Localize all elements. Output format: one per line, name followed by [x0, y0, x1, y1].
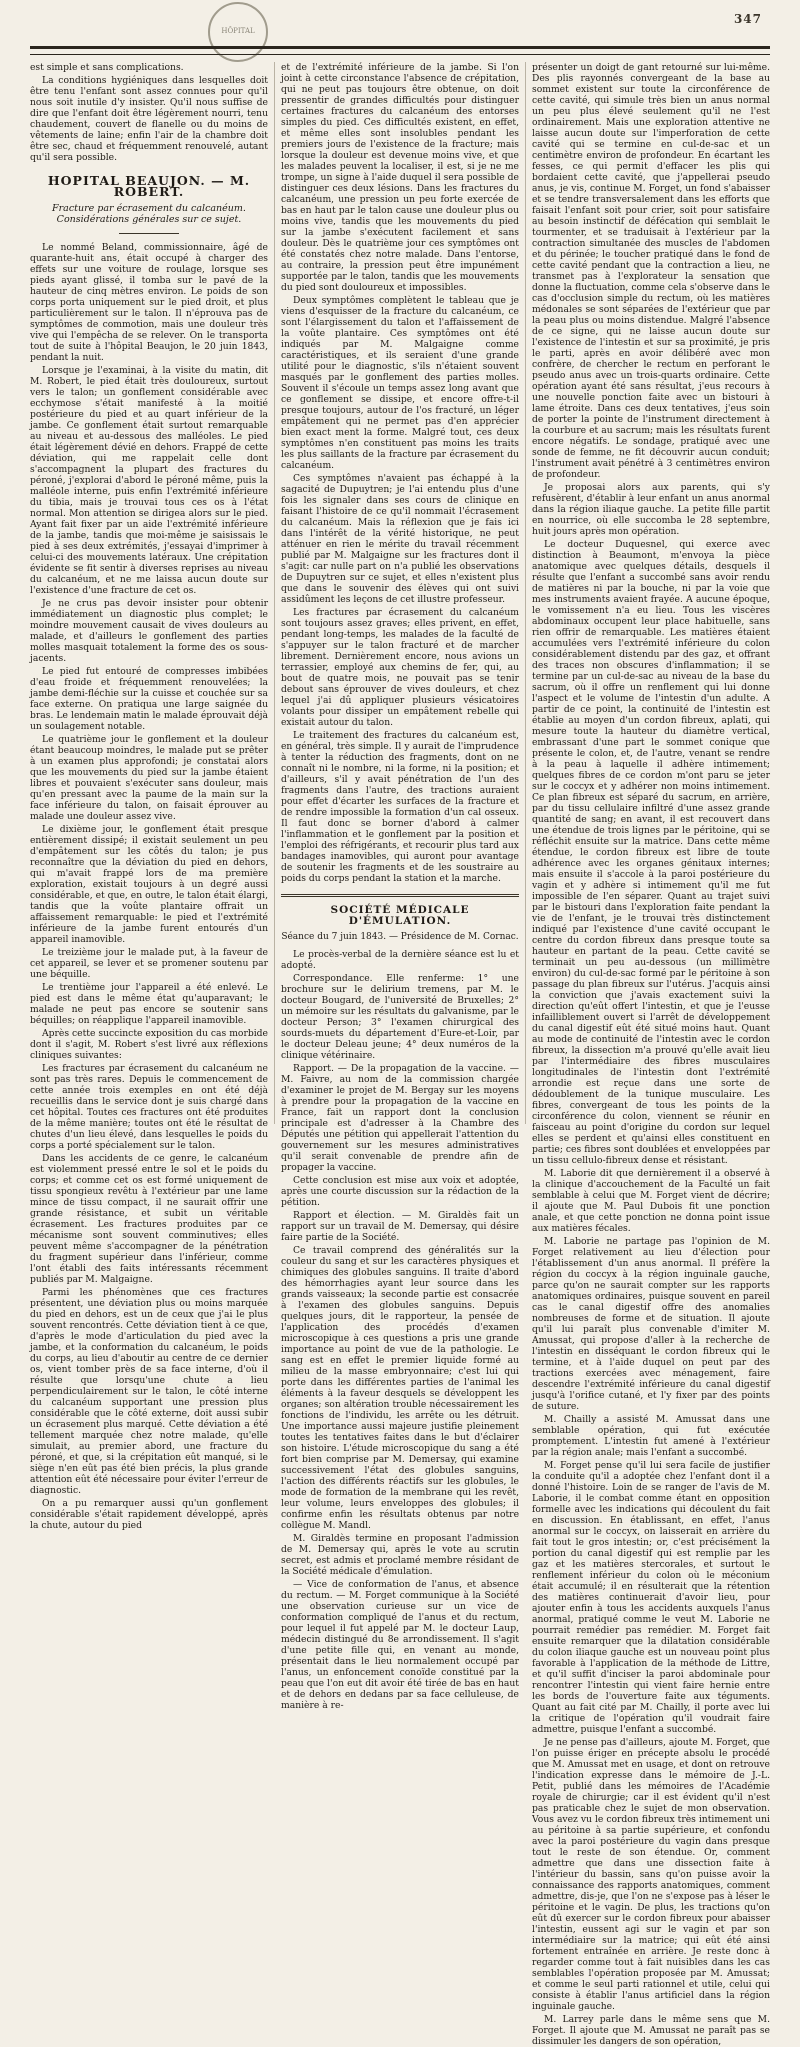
columns — [30, 62, 770, 2047]
paragraph: Les fractures par écrasement du calcanéum sont toujours assez graves; elles privent, en effet, pendant long-temps, les malades de la faculté de s'appuyer sur le talon fracturé et de marcher librement. Dernièrement encore, nous avions un terrassier, employé aux chemins de fer, qui, au bout de quatre mois, ne pouvait pas se tenir debout sans éprouver de vives douleurs, et chez lequel j'ai dû appliquer plusieurs vésicatoires volants pour dissiper un empâtement rebelle qui existait autour du talon. — [281, 607, 519, 728]
paragraph: M. Forget pense qu'il lui sera facile de justifier la conduite qu'il a adoptée chez l'enfant dont il a donné l'histoire. Loin de se ranger de l'avis de M. Laborie, il le combat comme étant en opposition formelle avec les indications qui découlent du fait en discussion. En établissant, en effet, l'anus anormal sur le coccyx, on laisserait en arrière du fait tout le gros intestin; or, c'est précisément la portion du canal digestif qui est remplie par les gaz et les matières stercorales, et surtout le renflement inférieur du colon où le méconium était accumulé; il en résulterait que la rétention des matières continuerait d'avoir lieu, pour ajouter enfin à tous les accidents auxquels l'anus anormal, pratiqué comme le veut M. Laborie ne pourrait remédier pas remédier. M. Forget fait ensuite remarquer que la dilatation considérable du colon iliaque gauche est un nouveau point plus favorable à l'application de la méthode de Littre, et qu'il suffit d'inciser la paroi abdominale pour rencontrer l'intestin qui vient faire hernie entre les bords de l'ouverture faite aux téguments. Quant au fait cité par M. Chailly, il porte avec lui la critique de l'opération qu'il voudrait faire admettre, puisque l'enfant a succombé. — [532, 1460, 770, 1735]
paragraph: Dans les accidents de ce genre, le calcanéum est violemment pressé entre le sol et le poids du corps; et comme cet os est formé uniquement de tissu spongieux revêtu à l'extérieur par une lame mince de tissu compact, il ne saurait offrir une grande résistance, et subit un véritable écrasement. Les fractures produites par ce mécanisme sont souvent comminutives; elles peuvent même s'accompagner de la pénétration du fragment supérieur dans l'inférieur, comme l'ont établi des faits intéressants récemment publiés par M. Malgaigne. — [30, 1153, 268, 1285]
paragraph: Après cette succincte exposition du cas morbide dont il s'agit, M. Robert s'est livré aux réflexions cliniques suivantes: — [30, 1028, 268, 1061]
column-3 — [525, 62, 770, 2047]
column-1-lead — [30, 62, 268, 163]
column-3-body — [532, 62, 770, 2047]
paragraph: Le nommé Beland, commissionnaire, âgé de quarante-huit ans, était occupé à charger des effets sur une voiture de roulage, lorsque ses pieds ayant glissé, il tomba sur le pavé de la hauteur de cinq mètres environ. Le poids de son corps porta uniquement sur le pied droit, et plus particulièrement sur le talon. Il n'éprouva pas de symptômes de commotion, mais une douleur très vive qui l'empêcha de se relever. On le transporta tout de suite à l'hôpital Beaujon, le 20 juin 1843, pendant la nuit. — [30, 242, 268, 363]
paragraph: Le traitement des fractures du calcanéum est, en général, très simple. Il y aurait de l'imprudence à tenter la réduction des fragments, dont on ne connaît ni le nombre, ni la forme, ni la position; et d'ailleurs, s'il y avait pénétration de l'un des fragments dans l'autre, des tractions auraient pour effet d'écarter les surfaces de la fracture et de rendre impossible la formation d'un cal osseux. Il faut donc se borner d'abord à calmer l'inflammation et le gonflement par la position et l'emploi des réfrigérants, et recourir plus tard aux bandages inamovibles, qui auront pour avantage de soutenir les fragments et de les soustraire au poids du corps pendant la station et la marche. — [281, 730, 519, 884]
paragraph: Les fractures par écrasement du calcanéum ne sont pas très rares. Depuis le commencement de cette année trois exemples en ont été déjà recueillis dans le service dont je suis chargé dans cet hôpital. Toutes ces fractures ont été produites de la même manière; toutes ont été le résultat de chutes d'un lieu élevé, dans lesquelles le poids du corps a porté spécialement sur le talon. — [30, 1063, 268, 1151]
society-body — [281, 949, 519, 1711]
page-number: 347 — [733, 12, 762, 26]
paragraph: Le quatrième jour le gonflement et la douleur étant beaucoup moindres, le malade put se prêter à un examen plus approfondi; je constatai alors que les mouvements du pied sur la jambe étaient libres et pouvaient s'exécuter sans douleur, mais qu'en pressant avec la paume de la main sur la face inférieure du talon, on faisait éprouver au malade une douleur assez vive. — [30, 734, 268, 822]
paragraph: Je proposai alors aux parents, qui s'y refusèrent, d'établir à leur enfant un anus anormal dans la région iliaque gauche. La petite fille partit en nourrice, où elle succomba le 28 septembre, huit jours après mon opération. — [532, 482, 770, 537]
paragraph: Cette conclusion est mise aux voix et adoptée, après une courte discussion sur la rédaction de la pétition. — [281, 1175, 519, 1208]
paragraph: Ce travail comprend des généralités sur la couleur du sang et sur les caractères physiques et chimiques des globules sanguins. Il traite d'abord des hémorrhagies ayant leur source dans les grands vaisseaux; la seconde partie est consacrée à l'examen des globules sanguins. Depuis quelques jours, dit le rapporteur, la pensée de l'application des procédés d'examen microscopique à ces questions a pris une grande importance au point de vue de la pathologie. Le sang est en effet le premier liquide formé au milieu de la masse embryonnaire; c'est lui qui porte dans les différentes parties de l'animal les éléments à la faveur desquels se développent les organes; son altération trouble nécessairement les fonctions de l'individu, les arrête ou les détruit. Une importance aussi majeure justifie pleinement toutes les tentatives faites dans le but d'éclairer son histoire. L'étude microscopique du sang a été fort bien comprise par M. Demersay, qui examine successivement l'état des globules sanguins, l'action des différents réactifs sur les globules, le mode de formation de la membrane qui les revêt, leur volume, leurs enveloppes des globules; il confirme enfin les résultats obtenus par notre collègue M. Mandl. — [281, 1245, 519, 1531]
column-1 — [30, 62, 268, 1531]
paragraph: Le dixième jour, le gonflement était presque entièrement dissipé; il existait seulement un peu d'empâtement sur les côtés du talon; je pus reconnaître que la déviation du pied en dehors, qui m'avait frappé lors de ma première exploration, existait toujours à un degré aussi considérable, et que, en outre, le talon était élargi, tandis que la voûte plantaire offrait un affaissement remarquable: le pied et l'extrémité inférieure de la jambe furent entourés d'un appareil inamovible. — [30, 824, 268, 945]
paragraph: M. Chailly a assisté M. Amussat dans une semblable opération, qui fut exécutée promptement. L'intestin fut amené à l'extérieur par la région anale; mais l'enfant a succombé. — [532, 1414, 770, 1458]
society-heading: SOCIÉTÉ MÉDICALE D'ÉMULATION. — [281, 894, 519, 927]
paragraph: M. Laborie dit que dernièrement il a observé à la clinique d'accouchement de la Faculté un fait semblable à celui que M. Forget vient de décrire; il ajoute que M. Paul Dubois fit une ponction anale, et que cette ponction ne donna point issue aux matières fécales. — [532, 1168, 770, 1234]
paragraph: M. Laborie ne partage pas l'opinion de M. Forget relativement au lieu d'élection pour l'établissement d'un anus anormal. Il préfère la région du coccyx à la région inguinale gauche, parce qu'on ne saurait compter sur les rapports anatomiques ordinaires, puisque souvent en pareil cas le canal digestif offre des anomalies nombreuses de forme et de situation. Il ajoute qu'il lui paraît plus convenable d'imiter M. Amussat, qui propose d'aller à la recherche de l'intestin en disséquant le cordon fibreux qui le termine, et à l'aide duquel on peut par des tractions exercées avec ménagement, faire descendre l'extrémité inférieure du canal digestif jusqu'à l'orifice cutané, et l'y fixer par des points de suture. — [532, 1236, 770, 1412]
column-2-body — [281, 62, 519, 884]
paragraph: — Vice de conformation de l'anus, et absence du rectum. — M. Forget communique à la Société une observation curieuse sur un vice de conformation compliqué de l'anus et du rectum, pour lequel il fut appelé par M. le docteur Laup, médecin distingué du 8e arrondissement. Il s'agit d'une petite fille qui, en venant au monde, présentait dans le lieu normalement occupé par l'anus, un enfoncement conoïde constitué par la peau que l'on eut dit avoir été tirée de bas en haut et de dehors en dedans par sa face celluleuse, de manière à re- — [281, 1579, 519, 1711]
hospital-heading: HOPITAL BEAUJON. — M. ROBERT. — [47, 173, 251, 199]
paragraph: La conditions hygiéniques dans lesquelles doit être tenu l'enfant sont assez connues pour qu'il nous soit inutile d'y insister. Qu'il nous suffise de dire que l'enfant doit être légèrement nourri, tenu chaudement, couvert de flanelle ou du moins de vêtements de laine; enfin l'air de la chambre doit être sec, chaud et fréquemment renouvelé, autant qu'il sera possible. — [30, 75, 268, 163]
column-1-body — [30, 242, 268, 1531]
paragraph: Je ne pense pas d'ailleurs, ajoute M. Forget, que l'on puisse ériger en précepte absolu le procédé que M. Amussat met en usage, et dont on retrouve l'indication expresse dans le mémoire de J.-L. Petit, publié dans les mémoires de l'Académie royale de chirurgie; car il est évident qu'il n'est pas praticable chez le sujet de mon observation. Vous avez vu le cordon fibreux très intimement uni au péritoine à sa partie supérieure, et confondu avec la paroi postérieure du vagin dans presque tout le reste de son étendue. Or, comment admettre que dans une dissection faite à l'intérieur du bassin, sans qu'on puisse avoir la connaissance des rapports anatomiques, comment admettre, dis-je, que l'on ne s'expose pas à léser le péritoine et le vagin. De plus, les tractions qu'on eût dû exercer sur le cordon fibreux pour abaisser l'intestin, eussent agi sur le vagin et par son intermédiaire sur la matrice; qui eût été ainsi fortement entraînée en arrière. Je reste donc à regarder comme tout à fait nuisibles dans les cas semblables l'opération proposée par M. Amussat; et comme le seul parti rationnel et utile, celui qui consiste à établir l'anus artificiel dans la région inguinale gauche. — [532, 1737, 770, 2012]
paragraph: M. Giraldès termine en proposant l'admission de M. Demersay qui, après le vote au scrutin secret, est admis et proclamé membre résidant de la Société médicale d'émulation. — [281, 1533, 519, 1577]
paragraph: Le treizième jour le malade put, à la faveur de cet appareil, se lever et se promener soutenu par une béquille. — [30, 947, 268, 980]
paragraph: présenter un doigt de gant retourné sur lui-même. Des plis rayonnés convergeant de la base au sommet existent sur toute la circonférence de cette cavité, qui simule très bien un anus normal un peu plus élevé seulement qu'il ne l'est ordinairement. Mais une exploration attentive ne laisse aucun doute sur l'imperforation de cette cavité qui se termine en cul-de-sac et un centimètre environ de profondeur. En écartant les fesses, ce qui permit d'effacer les plis qui bordaient cette cavité, que j'appellerai pseudo anus, je vis, continue M. Forget, un fond s'abaisser et se tendre transversalement dans les efforts que faisait l'enfant soit pour crier, soit pour satisfaire au besoin instinctif de défécation qui semblait le tourmenter, et se traduisait à l'extérieur par la contraction simultanée des muscles de l'abdomen et du périnée; le toucher pratiqué dans le fond de cette cavité pendant que la contraction a lieu, ne transmet pas à l'explorateur la sensation que donne la fluctuation, comme cela s'observe dans le cas d'occlusion simple du rectum, où les matières médonales se sont séparées de l'extérieur que par la peau plus ou moins distendue. Malgré l'absence de ce signe, qui ne laisse aucun doute sur l'existence de l'intestin et sur sa proximité, je pris le parti, après en avoir délibéré avec mon confrère, de chercher le rectum en perforant le pseudo anus avec un trois-quarts ordinaire. Cette opération ayant été sans résultat, j'eus recours à une nouvelle ponction faite avec un bistouri à lame étroite. Dans ces deux tentatives, j'eus soin de porter la pointe de l'instrument directement à la courbure et au sacrum; mais les résultats furent encore négatifs. Le sondage, pratiqué avec une sonde de femme, ne fit découvrir aucun conduit; l'instrument avait pénétré à 3 centimètres environ de profondeur. — [532, 62, 770, 480]
hospital-subheading: Fracture par écrasement du calcanéum. Considérations générales sur ce sujet. — [52, 203, 246, 225]
paragraph: Parmi les phénomènes que ces fractures présentent, une déviation plus ou moins marquée du pied en dehors, est un de ceux que j'ai le plus souvent rencontrés. Cette déviation tient à ce que, d'après le mode d'articulation du pied avec la jambe, et la conformation du calcanéum, le poids du corps, au lieu d'aboutir au centre de ce dernier os, vient tomber près de sa face interne, d'où il résulte que lorsqu'une chute a lieu perpendiculairement sur le talon, le côté interne du calcanéum supportant une pression plus considérable que le côté externe, doit aussi subir un écrasement plus marqué. Cette déviation a été tellement marquée chez notre malade, qu'elle simulait, au premier abord, une fracture du péroné, et que, si la crépitation eût manqué, si le siège n'en eût pas été bien précis, la plus grande attention eût été nécessaire pour éviter l'erreur de diagnostic. — [30, 1287, 268, 1496]
heading-separator — [119, 233, 179, 234]
society-session: Séance du 7 juin 1843. — Présidence de M. Cornac. — [281, 932, 519, 942]
paragraph: M. Larrey parle dans le même sens que M. Forget. Il ajoute que M. Amussat ne paraît pas se dissimuler les dangers de son opération, — [532, 2014, 770, 2047]
paragraph: On a pu remarquer aussi qu'un gonflement considérable s'était rapidement développé, après la chute, autour du pied — [30, 1498, 268, 1531]
paragraph: Correspondance. Elle renferme: 1° une brochure sur le delirium tremens, par M. le docteur Bougard, de l'université de Bruxelles; 2° un mémoire sur les résultats du galvanisme, par le docteur Person; 3° l'examen chirurgical des sourds-muets du département d'Eure-et-Loir, par le docteur Deleau jeune; 4° deux numéros de la clinique vétérinaire. — [281, 973, 519, 1061]
paragraph: Ces symptômes n'avaient pas échappé à la sagacité de Dupuytren; je l'ai entendu plus d'une fois les signaler dans ses cours de clinique en faisant l'histoire de ce qu'il nommait l'écrasement du calcanéum. Mais la réflexion que je fais ici dans l'intérêt de la vérité historique, ne peut atténuer en rien le mérite du travail récemment publié par M. Malgaigne sur les fractures dont il s'agit: car nulle part on n'a publié les observations de Dupuytren sur ce sujet, et elles n'existent plus que dans le souvenir des élèves qui ont suivi assidûment les leçons de cet illustre professeur. — [281, 473, 519, 605]
paragraph: Je ne crus pas devoir insister pour obtenir immédiatement un diagnostic plus complet; le moindre mouvement causait de vives douleurs au malade, et d'ailleurs le gonflement des parties molles masquait totalement la forme des os sous-jacents. — [30, 598, 268, 664]
paragraph: Lorsque je l'examinai, à la visite du matin, dit M. Robert, le pied était très douloureux, surtout vers le talon; un gonflement considérable avec ecchymose s'était manifesté à la moitié postérieure du pied et au quart inférieur de la jambe. Ce gonflement était surtout remarquable au niveau et au-dessous des malléoles. Le pied était légèrement dévié en dehors. Frappé de cette déviation, qui me rappelait celle dont s'accompagnent la plupart des fractures du péroné, j'explorai d'abord le péroné même, puis la malléole interne, puis enfin l'extrémité inférieure du tibia, mais je trouvai tous ces os à l'état normal. Mon attention se dirigea alors sur le pied. Ayant fait fixer par un aide l'extrémité inférieure de la jambe, tandis que moi-même je saisissais le pied à ses deux extrémités, j'essayai d'imprimer à celui-ci des mouvements latéraux. Une crépitation évidente se fit sentir à diverses reprises au niveau du calcanéum, et ne me laissa aucun doute sur l'existence d'une fracture de cet os. — [30, 365, 268, 596]
paragraph: Le pied fut entouré de compresses imbibées d'eau froide et fréquemment renouvelées; la jambe demi-fléchie sur la cuisse et couchée sur sa face externe. On pratiqua une large saignée du bras. Le lendemain matin le malade éprouvait déjà un soulagement notable. — [30, 666, 268, 732]
paragraph: et de l'extrémité inférieure de la jambe. Si l'on joint à cette circonstance l'absence de crépitation, qui ne peut pas toujours être obtenue, on doit pressentir de grandes difficultés pour distinguer certaines fractures du calcanéum des entorses simples du pied. Ces difficultés existent, en effet, et même elles sont insolubles pendant les premiers jours de l'existence de la fracture; mais lorsque la douleur est devenue moins vive, et que les malades peuvent la localiser, il est, si je ne me trompe, un signe à l'aide duquel il sera possible de distinguer ces deux lésions. Dans les fractures du calcanéum, une pression un peu forte exercée de bas en haut par le talon cause une douleur plus ou moins vive, tandis que les mouvements du pied sur la jambe s'exécutent facilement et sans douleur. Dès le quatrième jour ces symptômes ont été constatés chez notre malade. Dans l'entorse, au contraire, la pression peut être impunément supportée par le talon, tandis que les mouvements du pied sont douloureux et impossibles. — [281, 62, 519, 293]
paragraph: Rapport et élection. — M. Giraldès fait un rapport sur un travail de M. Demersay, qui désire faire partie de la Société. — [281, 1210, 519, 1243]
paragraph: Le procès-verbal de la dernière séance est lu et adopté. — [281, 949, 519, 971]
column-2 — [274, 62, 519, 1711]
paragraph: est simple et sans complications. — [30, 62, 184, 73]
header-rule — [30, 46, 770, 55]
paragraph: Deux symptômes complètent le tableau que je viens d'esquisser de la fracture du calcanéum, ce sont l'élargissement du talon et l'affaissement de la voûte plantaire. Ces symptômes ont été indiqués par M. Malgaigne comme caractéristiques, et ils seraient d'une grande utilité pour le diagnostic, s'ils n'étaient souvent masqués par le gonflement des parties molles. Souvent il s'écoule un temps assez long avant que ce gonflement se dissipe, et encore offre-t-il presque toujours, autour de l'os fracturé, un léger empâtement qui ne permet pas d'en apprécier bien exact ment la forme. Malgré tout, ces deux symptômes n'en constituent pas moins les traits les plus saillants de la fracture par écrasement du calcanéum. — [281, 295, 519, 471]
paragraph: Le trentième jour l'appareil a été enlevé. Le pied est dans le même état qu'auparavant; le malade ne peut pas encore se soutenir sans béquilles; on réapplique l'appareil inamovible. — [30, 982, 268, 1026]
paragraph: Rapport. — De la propagation de la vaccine. — M. Faivre, au nom de la commission chargée d'examiner le projet de M. Bergay sur les moyens à prendre pour la propagation de la vaccine en France, fait un rapport dont la conclusion principale est d'adresser à la Chambre des Députés une pétition qui appellerait l'attention du gouvernement sur les mesures administratives qu'il serait convenable de prendre afin de propager la vaccine. — [281, 1063, 519, 1173]
stamp-lettering: HÔPITAL — [221, 27, 255, 36]
paragraph: Le docteur Duquesnel, qui exerce avec distinction à Beaumont, m'envoya la pièce anatomique avec quelques détails, desquels il résulte que l'enfant a succombé sans avoir rendu de matières ni par la bouche, ni par la voie que mes instruments avaient frayée. A aucune époque, le vomissement n'a eu lieu. Tous les viscères abdominaux occupent leur place habituelle, sans rien offrir de remarquable. Les matières étaient accumulées vers l'extrémité inférieure du colon considérablement distendu par des gaz, et offrant des traces non obscures d'inflammation; il se termine par un cul-de-sac au niveau de la base du sacrum, où il offre un renflement qui lui donne l'aspect et le volume de l'intestin d'un adulte. A partir de ce point, la continuité de l'intestin est établie au moyen d'un cordon fibreux, aplati, qui mesure toute la hauteur du diamètre vertical, embrassant d'une part le sommet conique que présente le colon, et, de l'autre, venant se rendre à la peau à laquelle il adhère intimement; quelques fibres de ce cordon m'ont paru se jeter sur le coccyx et y adhérer non moins intimement. Ce plan fibreux est séparé du sacrum, en arrière, par du tissu cellulaire infiltré d'une assez grande quantité de sang; en avant, il est recouvert dans une étendue de trois lignes par le péritoine, qui se réfléchit ensuite sur la matrice. Dans cette même étendue, le cordon fibreux est libre de toute adhérence avec les organes génitaux internes; mais ensuite il s'accole à la paroi postérieure du vagin et y adhère si intimement qu'il me fut impossible de l'en séparer. Quant au trajet suivi par le bistouri dans l'exploration faite pendant la vie de l'enfant, je le trouvai très distinctement indiqué par l'existence d'une cavité occupant le centre du cordon fibreux dans presque toute sa hauteur en partant de la peau. Cette cavité se terminait un peu au-dessous (un millimètre environ) du cul-de-sac formé par le péritoine à son passage du plan fibreux sur l'utérus. J'acquis ainsi la conviction que j'avais exactement suivi la direction qu'eût offert l'intestin, et que je l'eusse infailliblement ouvert si l'arrêt de développement du canal digestif eût été situé moins haut. Quant au mode de continuité de l'intestin avec le cordon fibreux, la dissection m'a prouvé qu'elle avait lieu par l'intermédiaire des fibres musculaires longitudinales de l'intestin dont l'extrémité arrondie est reçue dans une sorte de dédoublement de la tunique musculaire. Les fibres, convergeant de tous les points de la circonférence du colon, viennent se réunir en faisceau au point d'origine du cordon sur lequel elles se perdent et qu'ainsi elles constituent en partie; ces fibres sont doublées et enveloppées par un tissu cellulo-fibreux dense et résistant. — [532, 539, 770, 1166]
